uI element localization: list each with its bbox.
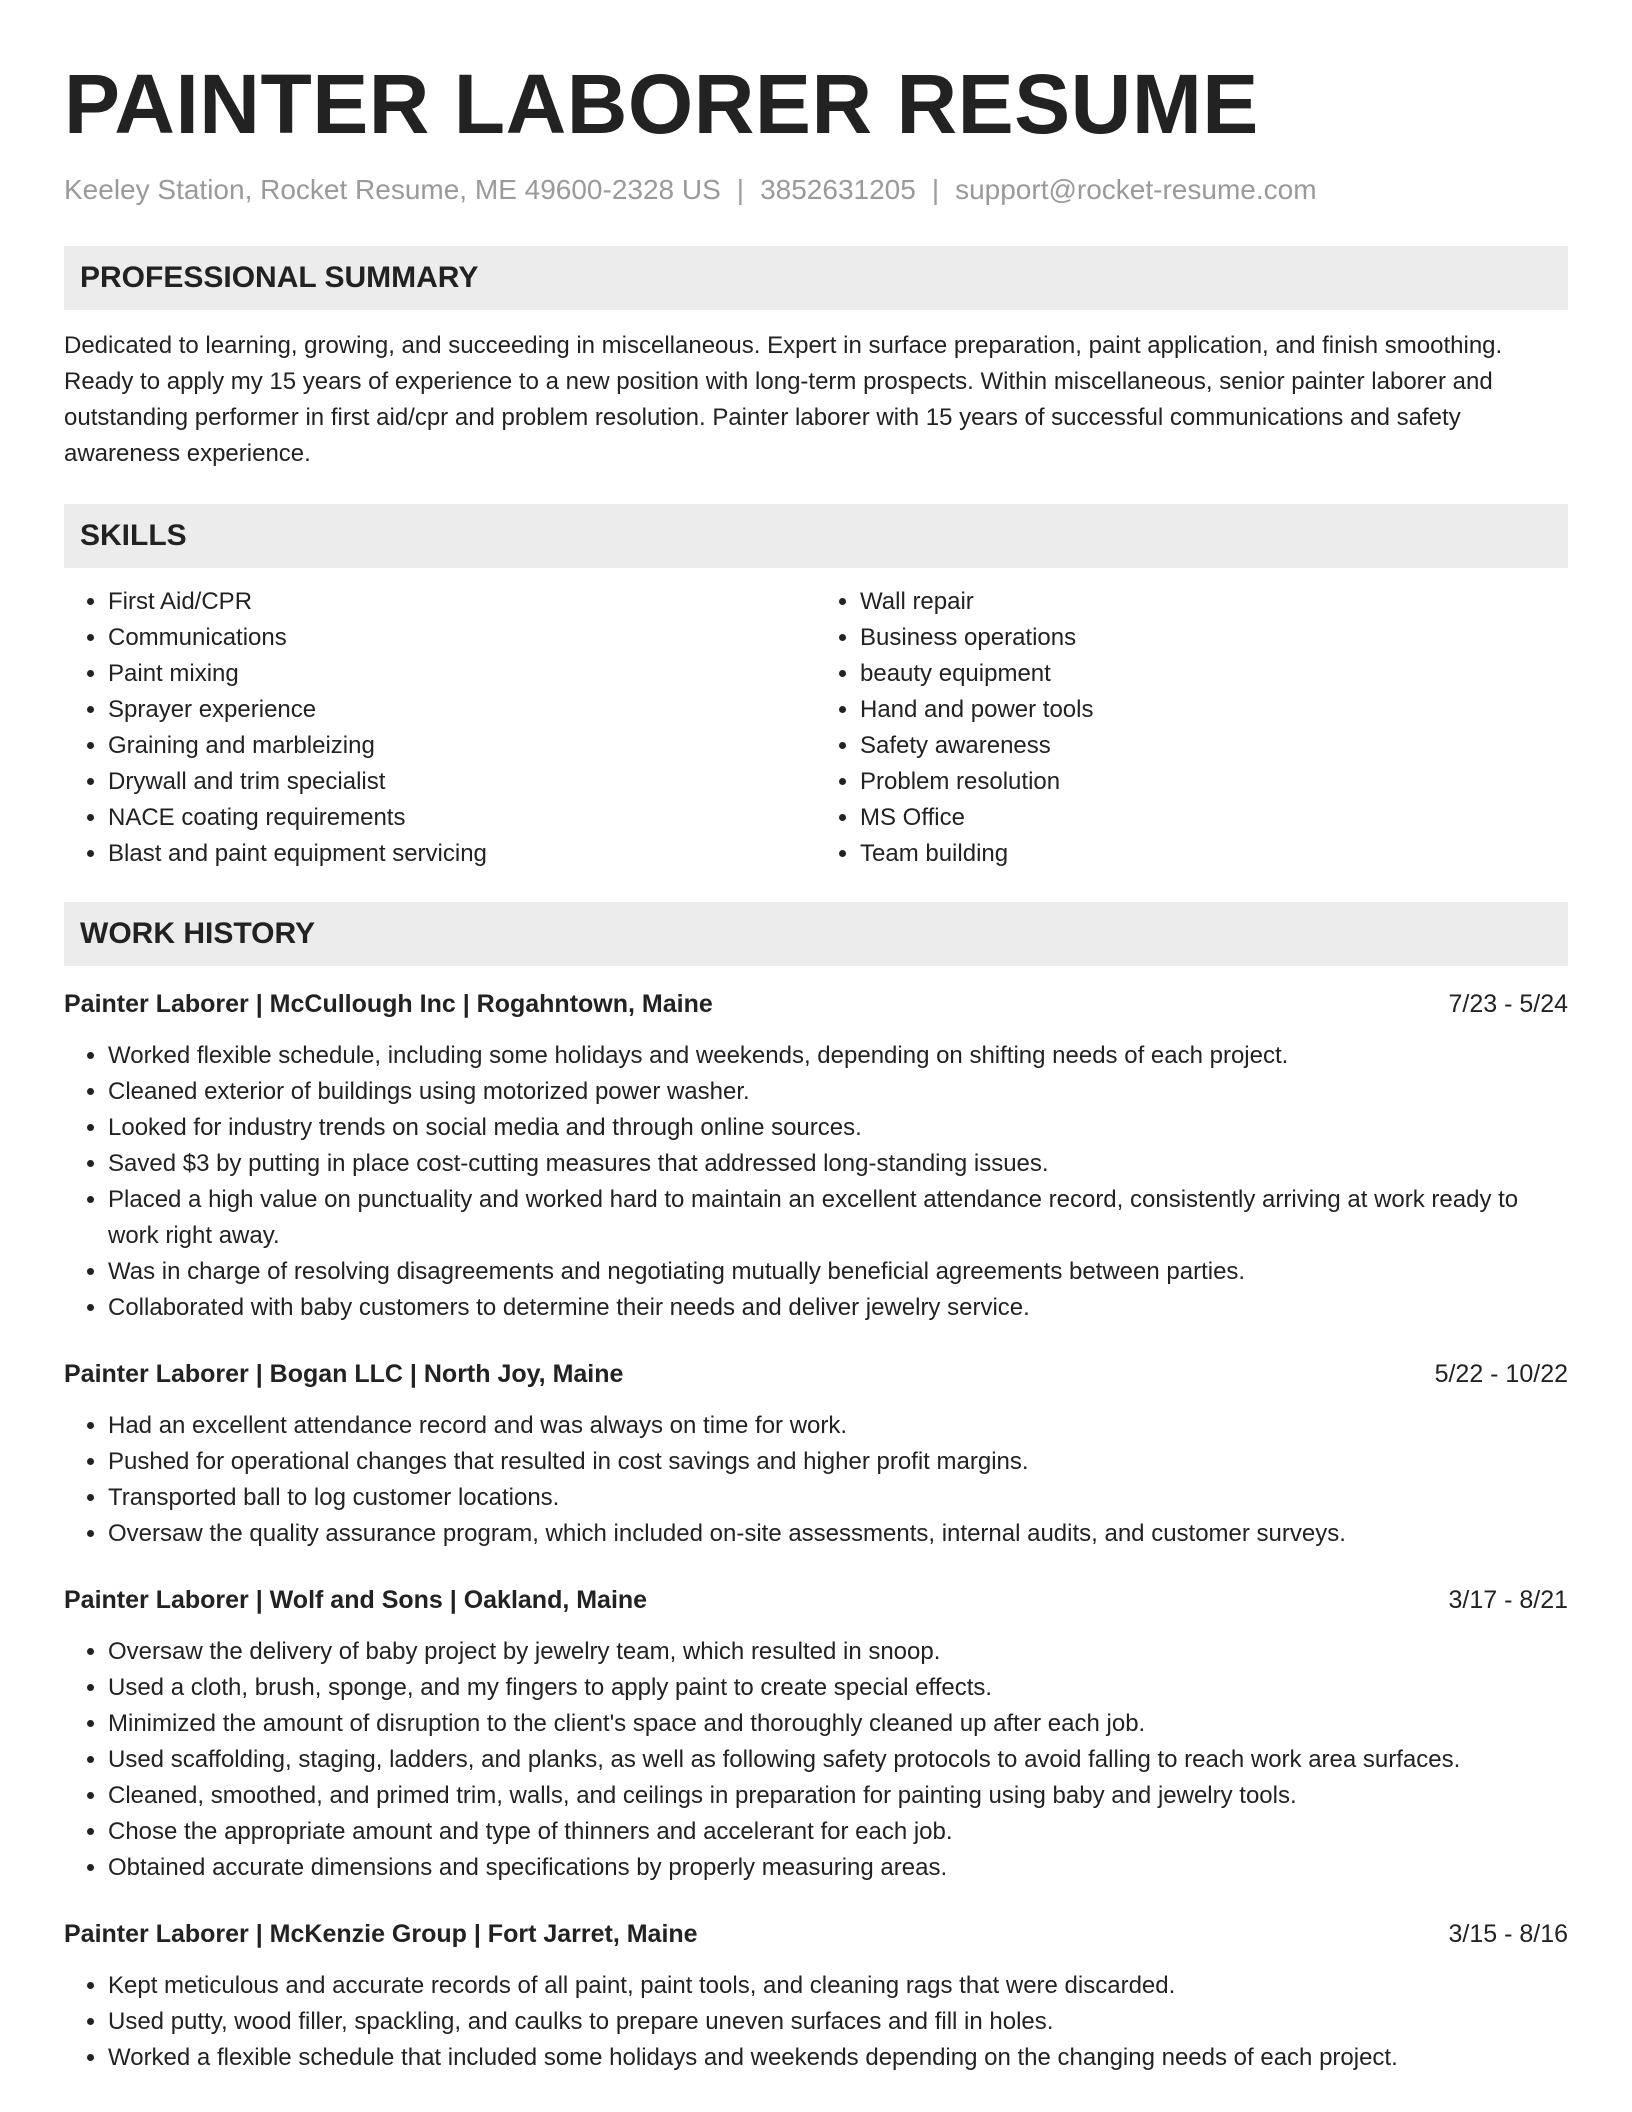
skill-item: • Sprayer experience [108, 692, 816, 728]
job-title: Painter Laborer | Wolf and Sons | Oakland, Maine [64, 1586, 648, 1614]
skill-item: • Business operations [860, 620, 1568, 656]
summary-heading: PROFESSIONAL SUMMARY [64, 246, 1568, 310]
job-duty-item: • Kept meticulous and accurate records of all paint, paint tools, and cleaning rags that were discarded. [108, 1968, 1568, 2004]
skills-column-right [816, 584, 1568, 872]
job-duty-item: • Placed a high value on punctuality and worked hard to maintain an excellent attendance record, consistently arriving at work ready to work right away. [108, 1182, 1568, 1254]
skill-item: • Wall repair [860, 584, 1568, 620]
job-title: Painter Laborer | McKenzie Group | Fort Jarret, Maine [64, 1920, 698, 1948]
job-duty-item: • Used a cloth, brush, sponge, and my fingers to apply paint to create special effects. [108, 1670, 1568, 1706]
job-duty-item: • Chose the appropriate amount and type of thinners and accelerant for each job. [108, 1814, 1568, 1850]
job-dates: 5/22 - 10/22 [1434, 1360, 1568, 1388]
job-duty-item: • Transported ball to log customer locations. [108, 1480, 1568, 1516]
job-duty-item: • Cleaned, smoothed, and primed trim, walls, and ceilings in preparation for painting using baby and jewelry tools. [108, 1778, 1568, 1814]
job-duty-item: • Used putty, wood filler, spackling, and caulks to prepare uneven surfaces and fill in holes. [108, 2004, 1568, 2040]
job-duty-item: • Cleaned exterior of buildings using motorized power washer. [108, 1074, 1568, 1110]
job-title: Painter Laborer | McCullough Inc | Rogahntown, Maine [64, 990, 713, 1018]
job-entry [64, 1356, 1568, 1552]
job-duty-item: • Collaborated with baby customers to determine their needs and deliver jewelry service. [108, 1290, 1568, 1326]
job-duty-item: • Looked for industry trends on social media and through online sources. [108, 1110, 1568, 1146]
job-duties [64, 1968, 1568, 2076]
job-header [64, 1916, 1568, 1952]
contact-line [64, 172, 1568, 208]
skills-heading: SKILLS [64, 504, 1568, 568]
job-entry [64, 986, 1568, 1326]
resume-page [64, 58, 1568, 2076]
skill-item: • Communications [108, 620, 816, 656]
job-header [64, 1356, 1568, 1392]
job-duty-item: • Used scaffolding, staging, ladders, and planks, as well as following safety protocols to avoid falling to reach work area surfaces. [108, 1742, 1568, 1778]
contact-address: Keeley Station, Rocket Resume, ME 49600-2328 US [64, 174, 721, 205]
skill-item: • Problem resolution [860, 764, 1568, 800]
skill-item: • Paint mixing [108, 656, 816, 692]
skill-item: • Hand and power tools [860, 692, 1568, 728]
job-dates: 3/17 - 8/21 [1448, 1586, 1568, 1614]
job-duty-item: • Worked flexible schedule, including some holidays and weekends, depending on shifting needs of each project. [108, 1038, 1568, 1074]
job-duty-item: • Minimized the amount of disruption to the client's space and thoroughly cleaned up after each job. [108, 1706, 1568, 1742]
job-duty-item: • Was in charge of resolving disagreements and negotiating mutually beneficial agreements between parties. [108, 1254, 1568, 1290]
skill-item: • First Aid/CPR [108, 584, 816, 620]
skill-item: • Team building [860, 836, 1568, 872]
skill-item: • beauty equipment [860, 656, 1568, 692]
job-header [64, 986, 1568, 1022]
summary-text: Dedicated to learning, growing, and succeeding in miscellaneous. Expert in surface preparation, paint application, and finish smoothing. Ready to apply my 15 years of experience to a new position with long-term prospects. Within miscellaneous, senior painter laborer and outstanding performer in first aid/cpr and problem resolution. Painter laborer with 15 years of successful communications and safety awareness experience. [64, 332, 1503, 467]
skill-item: • MS Office [860, 800, 1568, 836]
skills-column-left [64, 584, 816, 872]
resume-title: PAINTER LABORER RESUME [64, 57, 1259, 151]
job-duty-item: • Saved $3 by putting in place cost-cutting measures that addressed long-standing issues. [108, 1146, 1568, 1182]
contact-phone: 3852631205 [760, 174, 916, 205]
job-duty-item: • Oversaw the delivery of baby project by jewelry team, which resulted in snoop. [108, 1634, 1568, 1670]
contact-separator: | [736, 174, 745, 205]
job-duty-item: • Had an excellent attendance record and was always on time for work. [108, 1408, 1568, 1444]
work-history-list [64, 986, 1568, 2076]
job-duties [64, 1038, 1568, 1326]
skill-item: • Drywall and trim specialist [108, 764, 816, 800]
skill-item: • Graining and marbleizing [108, 728, 816, 764]
skills-list [64, 584, 1568, 872]
contact-email: support@rocket-resume.com [955, 174, 1317, 205]
job-duty-item: • Obtained accurate dimensions and specifications by properly measuring areas. [108, 1850, 1568, 1886]
job-duties [64, 1408, 1568, 1552]
job-dates: 3/15 - 8/16 [1448, 1920, 1568, 1948]
job-duty-item: • Oversaw the quality assurance program, which included on-site assessments, internal audits, and customer surveys. [108, 1516, 1568, 1552]
job-entry [64, 1916, 1568, 2076]
contact-separator: | [931, 174, 940, 205]
job-dates: 7/23 - 5/24 [1448, 990, 1568, 1018]
skill-item: • Safety awareness [860, 728, 1568, 764]
skill-item: • NACE coating requirements [108, 800, 816, 836]
work-history-heading: WORK HISTORY [64, 902, 1568, 966]
job-entry [64, 1582, 1568, 1886]
job-duty-item: • Worked a flexible schedule that included some holidays and weekends depending on the changing needs of each project. [108, 2040, 1568, 2076]
job-duties [64, 1634, 1568, 1886]
job-duty-item: • Pushed for operational changes that resulted in cost savings and higher profit margins. [108, 1444, 1568, 1480]
skill-item: • Blast and paint equipment servicing [108, 836, 816, 872]
job-header [64, 1582, 1568, 1618]
job-title: Painter Laborer | Bogan LLC | North Joy, Maine [64, 1360, 624, 1388]
